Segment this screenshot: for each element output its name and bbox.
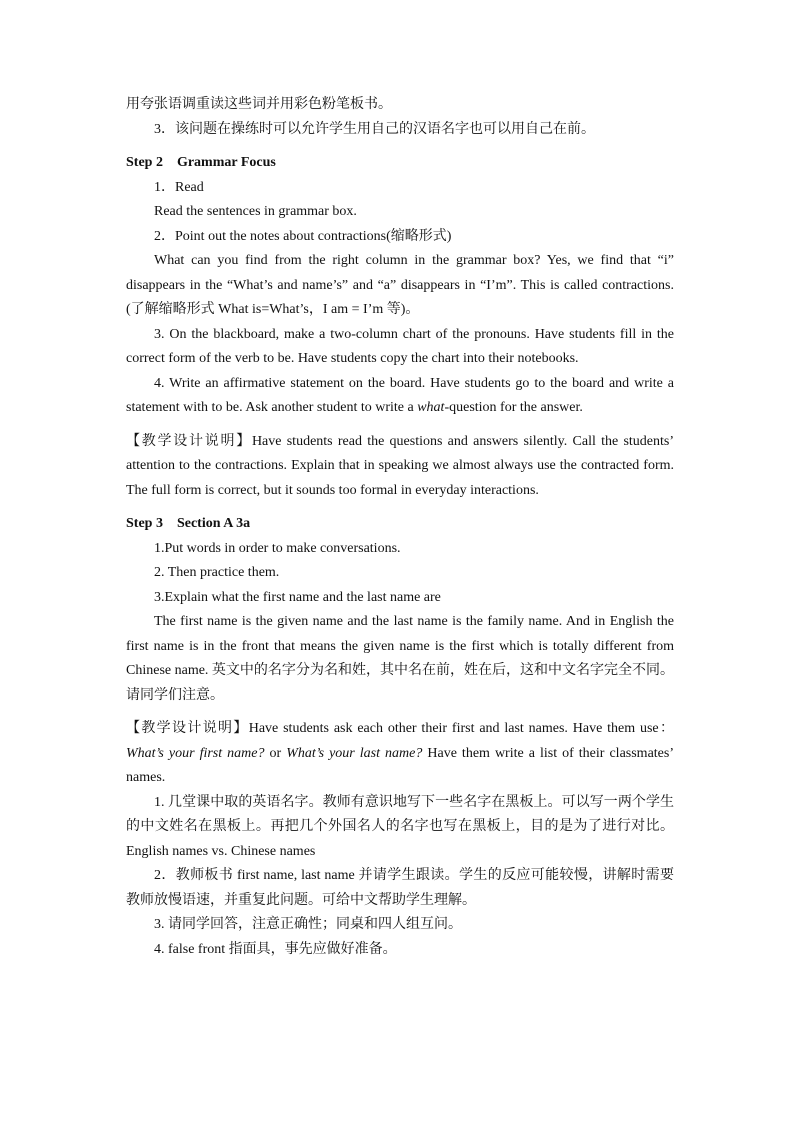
list-item: 2. Then practice them. [154, 565, 280, 580]
design-note: 【教学设计说明】Have students read the questions and answers silently. Call the students’ attention to the contractions. Explain that in speaking we almost always use the contracted form. The full form is correct, but it sounds too formal in everyday interactions. [126, 433, 674, 498]
paragraph: What can you find from the right column in the grammar box? Yes, we find that “i” disappears in the “What’s and name’s” and “a” disappears in “I’m”. This is called contractions.(了解缩略形式 What is=What’s，I am = I’m 等)。 [126, 253, 674, 317]
list-item: 3.Explain what the first name and the last name are [154, 589, 441, 605]
list-item: 2．Point out the notes about contractions(缩略形式) [154, 228, 452, 244]
paragraph: Read the sentences in grammar box. [154, 204, 357, 219]
paragraph: 用夸张语调重读这些词并用彩色粉笔板书。 [126, 97, 392, 112]
list-item: 1. 几堂课中取的英语名字。教师有意识地写下一些名字在黑板上。可以写一两个学生的中文姓名在黑板上。再把几个外国名人的名字也写在黑板上，目的是为了进行对比。English names vs. Chinese names [126, 794, 674, 859]
text-run: Have them write a list of their classmates’ names. [126, 745, 674, 785]
text-run: or [264, 745, 287, 761]
list-item: 3. 请同学回答，注意正确性；同桌和四人组互问。 [154, 917, 462, 932]
list-item: 1.Put words in order to make conversations. [154, 540, 401, 556]
emphasis-text: What’s your last name? [286, 745, 423, 761]
section-heading: Step 3 Section A 3a [126, 516, 251, 531]
text-run: 【教学设计说明】Have students ask each other their first and last names. Have them use： [126, 721, 674, 736]
list-item: 1．Read [154, 179, 204, 195]
section-heading: Step 2 Grammar Focus [126, 155, 276, 170]
list-item: 4. false front 指面具，事先应做好准备。 [154, 941, 397, 957]
emphasis-text: What’s your first name? [126, 745, 265, 761]
text-run: 4. Write an affirmative statement on the board. Have students go to the board and write a statement with to be. Ask another student to write a [126, 375, 674, 415]
document-page [126, 93, 674, 962]
text-run: -question for the answer. [444, 400, 583, 415]
paragraph [126, 372, 674, 421]
paragraph: 3. On the blackboard, make a two-column chart of the pronouns. Have students fill in the correct form of the verb to be. Have students copy the chart into their notebooks. [126, 326, 674, 366]
paragraph: The first name is the given name and the last name is the family name. And in English the first name is in the front that means the given name is the first which is totally different from Chinese name. 英文中的名字分为名和姓，其中名在前，姓在后，这和中文名字完全不同。请同学们注意。 [126, 614, 674, 703]
emphasis-text: what [417, 400, 445, 415]
list-item: 2．教师板书 first name, last name 并请学生跟读。学生的反应可能较慢，讲解时需要教师放慢语速，并重复此问题。可给中文帮助学生理解。 [126, 868, 674, 908]
paragraph: 3．该问题在操练时可以允许学生用自己的汉语名字也可以用自己在前。 [154, 121, 595, 137]
design-note [126, 717, 674, 791]
